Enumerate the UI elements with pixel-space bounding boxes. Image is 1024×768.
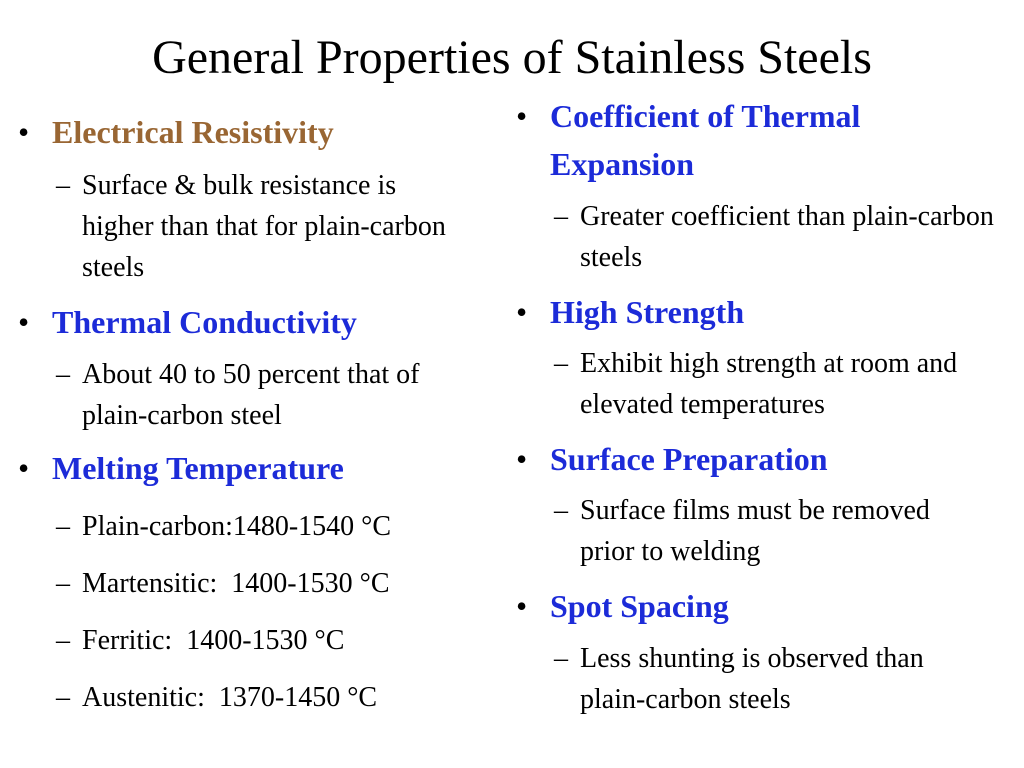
sub-item-text: Ferritic: 1400-1530 °C xyxy=(82,625,345,656)
sub-item xyxy=(50,506,494,547)
slide-title: General Properties of Stainless Steels xyxy=(152,31,872,84)
bullet-melting-temperature xyxy=(16,444,494,492)
sub-item xyxy=(548,638,1014,720)
sub-item-text: Greater coefficient than plain-carbon steels xyxy=(580,201,994,273)
bullet-heading: Coefficient of Thermal Expansion xyxy=(550,98,861,182)
dash-icon: – xyxy=(554,201,568,232)
sub-item xyxy=(50,354,494,436)
sub-item-text: About 40 to 50 percent that of plain-carbon steel xyxy=(82,359,420,431)
sub-item xyxy=(50,563,494,604)
sub-item-text: Austenitic: 1370-1450 °C xyxy=(82,682,378,713)
dash-icon: – xyxy=(554,643,568,674)
bullet-heading: Melting Temperature xyxy=(52,450,344,486)
dash-icon: – xyxy=(56,170,70,201)
bullet-dot-icon: • xyxy=(516,588,528,624)
sub-item xyxy=(50,620,494,661)
sub-item xyxy=(50,677,494,718)
bullet-heading: Electrical Resistivity xyxy=(52,114,334,150)
bullet-heading: High Strength xyxy=(550,294,745,330)
bullet-spot-spacing xyxy=(514,582,1014,630)
dash-icon: – xyxy=(56,682,70,713)
dash-icon: – xyxy=(56,568,70,599)
bullet-dot-icon: • xyxy=(516,294,528,330)
dash-icon: – xyxy=(56,625,70,656)
bullet-dot-icon: • xyxy=(516,98,528,134)
bullet-dot-icon: • xyxy=(516,441,528,477)
sub-item-text: Surface & bulk resistance is higher than that for plain-carbon steels xyxy=(82,170,446,283)
bullet-dot-icon: • xyxy=(18,304,30,340)
sub-item-text: Plain-carbon:1480-1540 °C xyxy=(82,511,392,542)
bullet-heading: Thermal Conductivity xyxy=(52,304,357,340)
dash-icon: – xyxy=(56,511,70,542)
dash-icon: – xyxy=(554,348,568,379)
bullet-electrical-resistivity xyxy=(16,108,494,156)
sub-item xyxy=(548,343,1014,425)
sub-item-text: Surface films must be removed prior to welding xyxy=(580,495,930,567)
sub-item xyxy=(50,165,494,288)
sub-item-text: Less shunting is observed than plain-carbon steels xyxy=(580,643,924,715)
sub-item-text: Martensitic: 1400-1530 °C xyxy=(82,568,390,599)
bullet-coefficient-thermal-expansion xyxy=(514,92,1014,188)
bullet-high-strength xyxy=(514,288,1014,336)
dash-icon: – xyxy=(554,495,568,526)
bullet-dot-icon: • xyxy=(18,114,30,150)
dash-icon: – xyxy=(56,359,70,390)
bullet-heading: Spot Spacing xyxy=(550,588,729,624)
bullet-surface-preparation xyxy=(514,435,1014,483)
bullet-heading: Surface Preparation xyxy=(550,441,828,477)
sub-item-text: Exhibit high strength at room and elevated temperatures xyxy=(580,348,958,420)
bullet-dot-icon: • xyxy=(18,450,30,486)
sub-item xyxy=(548,196,1014,278)
sub-item xyxy=(548,490,1014,572)
bullet-thermal-conductivity xyxy=(16,298,494,346)
